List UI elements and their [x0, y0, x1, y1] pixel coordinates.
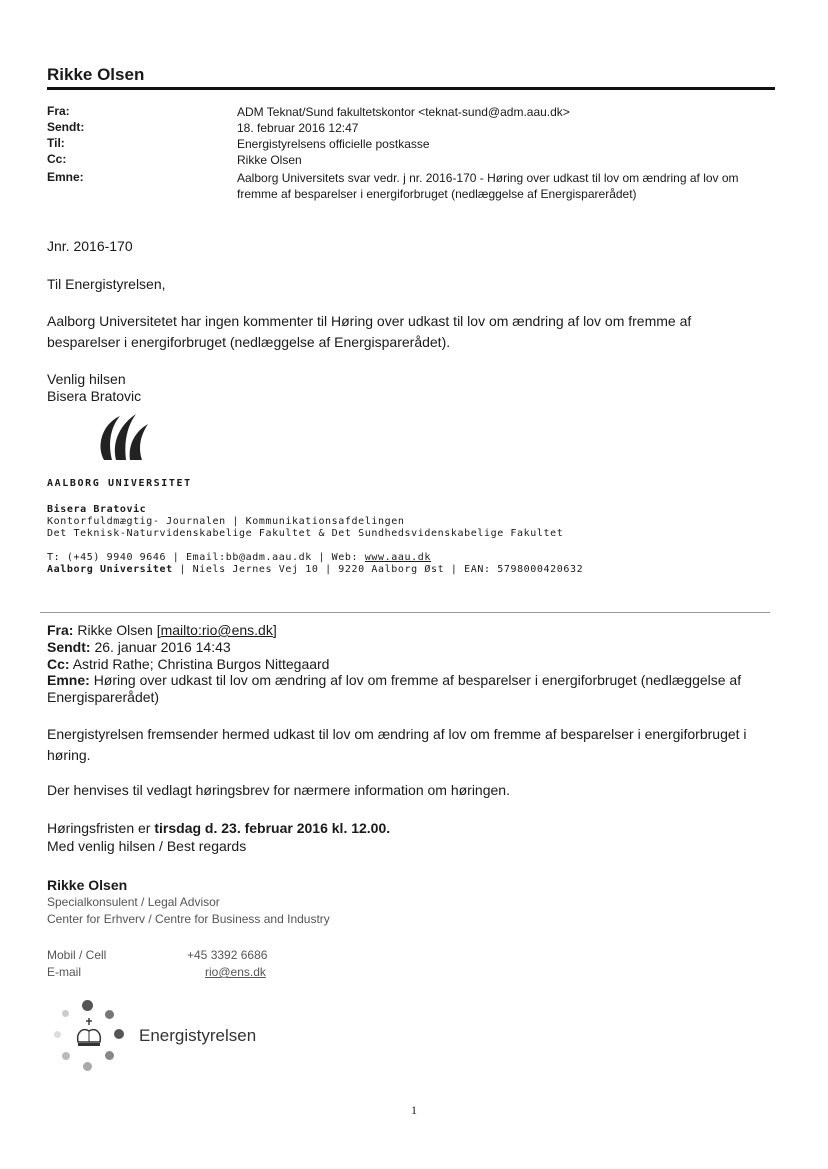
aau-sig-title: Kontorfuldmægtig- Journalen | Kommunikationsafdelingen [47, 516, 405, 527]
aau-logo-icon [92, 410, 154, 462]
deadline-prefix: Høringsfristen er [47, 820, 155, 836]
energistyrelsen-logo-icon [50, 996, 130, 1076]
original-from-value: Rikke Olsen [77, 622, 153, 638]
original-subject-label: Emne: [47, 672, 90, 688]
aau-sig-address [47, 564, 583, 576]
header-value-sent: 18. februar 2016 12:47 [237, 121, 359, 135]
signature-mobile-label: Mobil / Cell [47, 948, 107, 962]
aau-sig-faculty: Det Teknisk-Naturvidenskabelige Fakultet & Det Sundhedsvidenskabelige Fakultet [47, 528, 564, 539]
header-label-sent: Sendt: [47, 120, 85, 134]
aau-address-rest: | Niels Jernes Vej 10 | 9220 Aalborg Øst | EAN: 5798000420632 [172, 564, 584, 575]
original-from [47, 621, 767, 639]
title-divider [47, 87, 775, 90]
original-sent-value: 26. januar 2016 14:43 [94, 639, 231, 655]
reply-body: Aalborg Universitetet har ingen kommenter til Høring over udkast til lov om ændring af lov om fremme af besparelser i energiforbruget (nedlæggelse af Energisparerådet). [47, 313, 692, 350]
energistyrelsen-logo-text: Energistyrelsen [139, 1026, 257, 1045]
aau-address-name: Aalborg Universitet [47, 564, 173, 575]
header-label-from: Fra: [47, 104, 70, 118]
header-value-to: Energistyrelsens officielle postkasse [237, 137, 430, 151]
aau-sig-name: Bisera Bratovic [47, 504, 147, 515]
original-cc [47, 655, 767, 673]
header-value-from: ADM Teknat/Sund fakultetskontor <teknat-sund@adm.aau.dk> [237, 105, 570, 119]
header-label-subject: Emne: [47, 170, 84, 184]
journal-number: Jnr. 2016-170 [47, 238, 133, 254]
reply-closing: Venlig hilsen [47, 371, 126, 387]
quoted-message-divider [40, 612, 770, 613]
original-paragraph-2: Der henvises til vedlagt høringsbrev for nærmere information om høringen. [47, 782, 510, 798]
original-sent-label: Sendt: [47, 639, 91, 655]
reply-salutation: Til Energistyrelsen, [47, 276, 166, 292]
aau-contact-text: T: (+45) 9940 9646 | Email:bb@adm.aau.dk | Web: [47, 552, 365, 563]
original-sent [47, 638, 767, 656]
signature-name: Rikke Olsen [47, 877, 128, 893]
signature-department: Center for Erhverv / Centre for Business and Industry [47, 912, 330, 926]
aau-web-link[interactable]: www.aau.dk [364, 552, 432, 563]
header-label-to: Til: [47, 136, 65, 150]
signature-email-link[interactable]: rio@ens.dk [205, 965, 266, 979]
header-label-cc: Cc: [47, 152, 67, 166]
header-value-cc: Rikke Olsen [237, 153, 302, 167]
page-title: Rikke Olsen [47, 65, 145, 84]
original-paragraph-1: Energistyrelsen fremsender hermed udkast til lov om ændring af lov om fremme af besparelser i energiforbruget i høring. [47, 726, 747, 763]
original-cc-label: Cc: [47, 656, 70, 672]
signature-mobile-value: +45 3392 6686 [187, 948, 268, 962]
original-subject-value: Høring over udkast til lov om ændring af lov om fremme af besparelser i energiforbruget (nedlæggelse af Energisparerådet) [47, 672, 742, 705]
original-subject [47, 672, 767, 706]
reply-signer: Bisera Bratovic [47, 388, 142, 404]
original-mailto-link[interactable]: [mailto:rio@ens.dk] [156, 622, 277, 638]
header-value-subject: Aalborg Universitets svar vedr. j nr. 2016-170 - Høring over udkast til lov om ændring af lov om fremme af besparelser i energiforbruget (nedlæggelse af Energisparerådet) [237, 171, 739, 201]
original-from-label: Fra: [47, 622, 74, 638]
crown-icon [75, 1018, 103, 1048]
deadline-date: tirsdag d. 23. februar 2016 kl. 12.00. [154, 820, 391, 836]
signature-role: Specialkonsulent / Legal Advisor [47, 895, 220, 909]
original-regards: Med venlig hilsen / Best regards [47, 838, 247, 854]
page-number: 1 [411, 1103, 417, 1117]
original-cc-value: Astrid Rathe; Christina Burgos Nittegaard [72, 656, 330, 672]
aau-sig-contact [47, 552, 431, 564]
signature-email-label: E-mail [47, 965, 82, 979]
aau-logo-text: AALBORG UNIVERSITET [47, 478, 192, 489]
